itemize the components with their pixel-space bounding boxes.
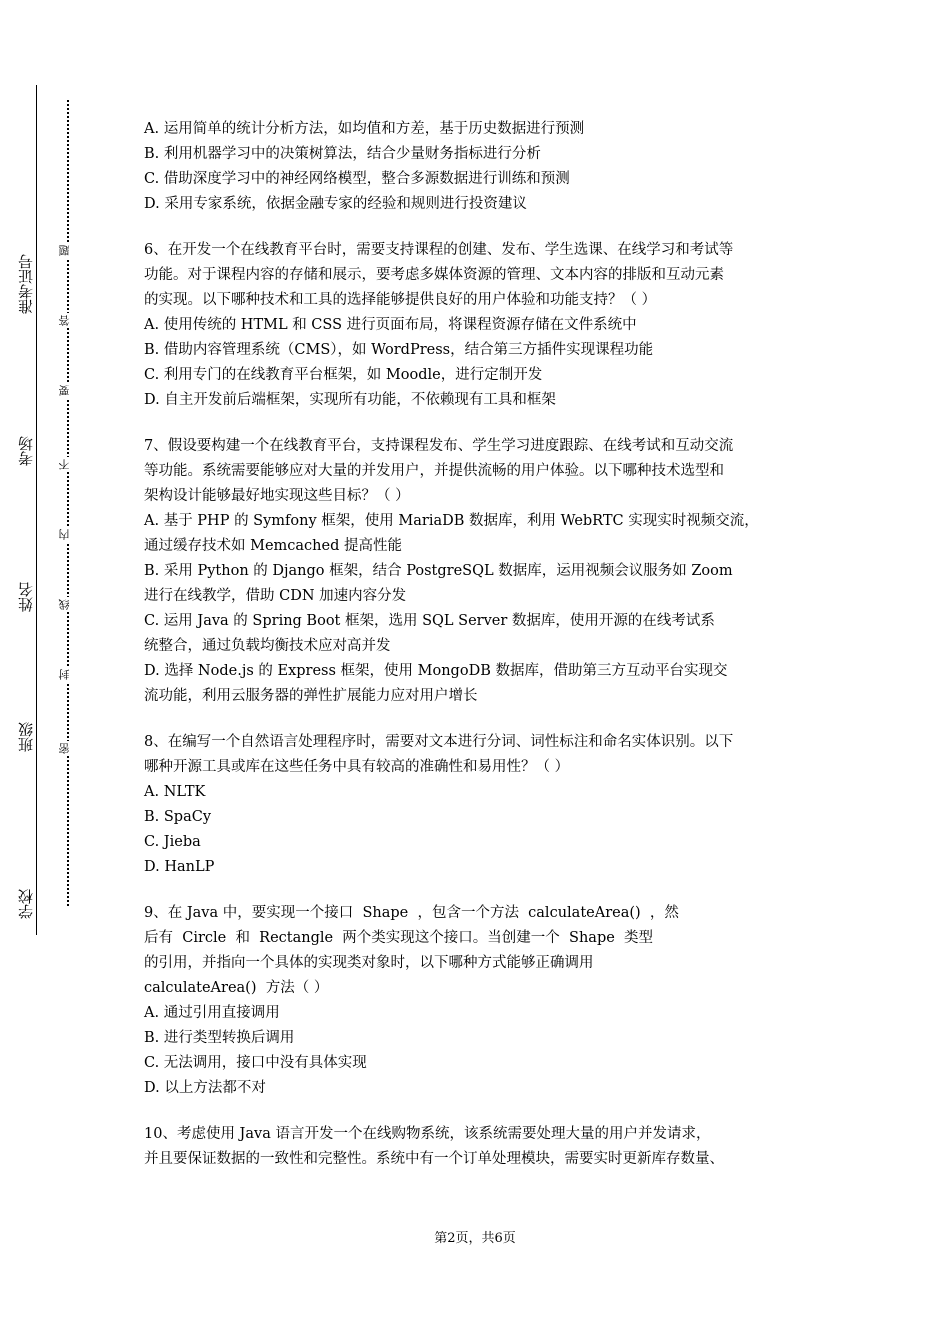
seal-word: 内: [58, 529, 71, 540]
option-b: B. 进行类型转换后调用: [144, 1030, 295, 1046]
seal-word: 线: [58, 599, 71, 610]
option-d: D. HanLP: [144, 859, 215, 875]
question-stem-line: 功能。对于课程内容的存储和展示，要考虑多媒体资源的管理、文本内容的排版和互动元素: [144, 267, 724, 283]
seal-dotted-line: [67, 100, 69, 906]
question-stem-line: 后有 Circle 和 Rectangle 两个类实现这个接口。当创建一个 Shape 类型: [144, 930, 654, 946]
seal-word: 封: [58, 669, 71, 680]
page-footer: 第2页，共6页: [434, 1231, 516, 1246]
seal-word: 题: [58, 245, 71, 256]
option-a: A. 使用传统的 HTML 和 CSS 进行页面布局，将课程资源存储在文件系统中: [144, 317, 637, 333]
binding-margin: [0, 0, 120, 1344]
option-c: C. 运用 Java 的 Spring Boot 框架，选用 SQL Server 数据库，使用开源的在线考试系: [144, 613, 715, 629]
label-exam-number: 准考证号: [18, 250, 35, 318]
question-stem-line: 9、在 Java 中，要实现一个接口 Shape ，包含一个方法 calculateArea() ，然: [144, 905, 679, 921]
option-b: B. 借助内容管理系统（CMS），如 WordPress，结合第三方插件实现课程功能: [144, 342, 654, 358]
question-8: [144, 730, 809, 880]
question-stem-line: 6、在开发一个在线教育平台时，需要支持课程的创建、发布、学生选课、在线学习和考试等: [144, 242, 734, 258]
question-stem-line: 的实现。以下哪种技术和工具的选择能够提供良好的用户体验和功能支持？（ ）: [144, 292, 657, 308]
option-d: D. 选择 Node.js 的 Express 框架，使用 MongoDB 数据库，借助第三方互动平台实现交: [144, 663, 728, 679]
option-d: D. 自主开发前后端框架，实现所有功能，不依赖现有工具和框架: [144, 392, 556, 408]
question-10: [144, 1122, 809, 1172]
option-c: C. 无法调用，接口中没有具体实现: [144, 1055, 367, 1071]
question-stem-line: 10、考虑使用 Java 语言开发一个在线购物系统，该系统需要处理大量的用户并发请求，: [144, 1126, 711, 1142]
option-c: C. 借助深度学习中的神经网络模型，整合多源数据进行训练和预测: [144, 171, 570, 187]
question-stem-line: 哪种开源工具或库在这些任务中具有较高的准确性和易用性？（ ）: [144, 759, 570, 775]
option-c: C. Jieba: [144, 834, 201, 850]
question-stem-line: 8、在编写一个自然语言处理程序时，需要对文本进行分词、词性标注和命名实体识别。以下: [144, 734, 734, 750]
option-a: A. 基于 PHP 的 Symfony 框架，使用 MariaDB 数据库，利用 WebRTC 实现实时视频交流，: [144, 513, 759, 529]
exam-content: [144, 117, 809, 1172]
label-school: 学校: [18, 885, 35, 923]
option-b-cont: 进行在线教学，借助 CDN 加速内容分发: [144, 588, 407, 604]
label-class: 班级: [18, 718, 35, 756]
seal-word: 答: [58, 315, 71, 326]
seal-word: 不: [58, 459, 71, 470]
label-name: 姓名: [18, 578, 35, 616]
option-d: D. 以上方法都不对: [144, 1080, 266, 1096]
option-b: B. 采用 Python 的 Django 框架，结合 PostgreSQL 数据库，运用视频会议服务如 Zoom: [144, 563, 733, 579]
option-a-cont: 通过缓存技术如 Memcached 提高性能: [144, 538, 402, 554]
seal-word: 密: [58, 743, 71, 754]
question-stem-line: 7、假设要构建一个在线教育平台，支持课程发布、学生学习进度跟踪、在线考试和互动交流: [144, 438, 734, 454]
question-5-options: [144, 117, 809, 217]
question-stem-line: 的引用，并指向一个具体的实现类对象时，以下哪种方式能够正确调用: [144, 955, 594, 971]
question-stem-line: 并且要保证数据的一致性和完整性。系统中有一个订单处理模块，需要实时更新库存数量、: [144, 1151, 724, 1167]
label-exam-room: 考场: [18, 432, 35, 470]
option-a: A. NLTK: [144, 784, 206, 800]
question-7: [144, 434, 809, 709]
option-d: D. 采用专家系统，依据金融专家的经验和规则进行投资建议: [144, 196, 527, 212]
option-c: C. 利用专门的在线教育平台框架，如 Moodle，进行定制开发: [144, 367, 543, 383]
question-stem-line: 架构设计能够最好地实现这些目标？（ ）: [144, 488, 410, 504]
question-9: [144, 901, 809, 1101]
seal-word: 要: [58, 385, 71, 396]
binding-solid-line: [36, 85, 37, 935]
question-stem-line: calculateArea() 方法（ ）: [144, 980, 329, 996]
option-d-cont: 流功能，利用云服务器的弹性扩展能力应对用户增长: [144, 688, 478, 704]
question-6: [144, 238, 809, 413]
option-a: A. 运用简单的统计分析方法，如均值和方差，基于历史数据进行预测: [144, 121, 585, 137]
option-b: B. SpaCy: [144, 809, 212, 825]
option-b: B. 利用机器学习中的决策树算法，结合少量财务指标进行分析: [144, 146, 541, 162]
option-a: A. 通过引用直接调用: [144, 1005, 280, 1021]
option-c-cont: 统整合，通过负载均衡技术应对高并发: [144, 638, 391, 654]
question-stem-line: 等功能。系统需要能够应对大量的并发用户，并提供流畅的用户体验。以下哪种技术选型和: [144, 463, 724, 479]
